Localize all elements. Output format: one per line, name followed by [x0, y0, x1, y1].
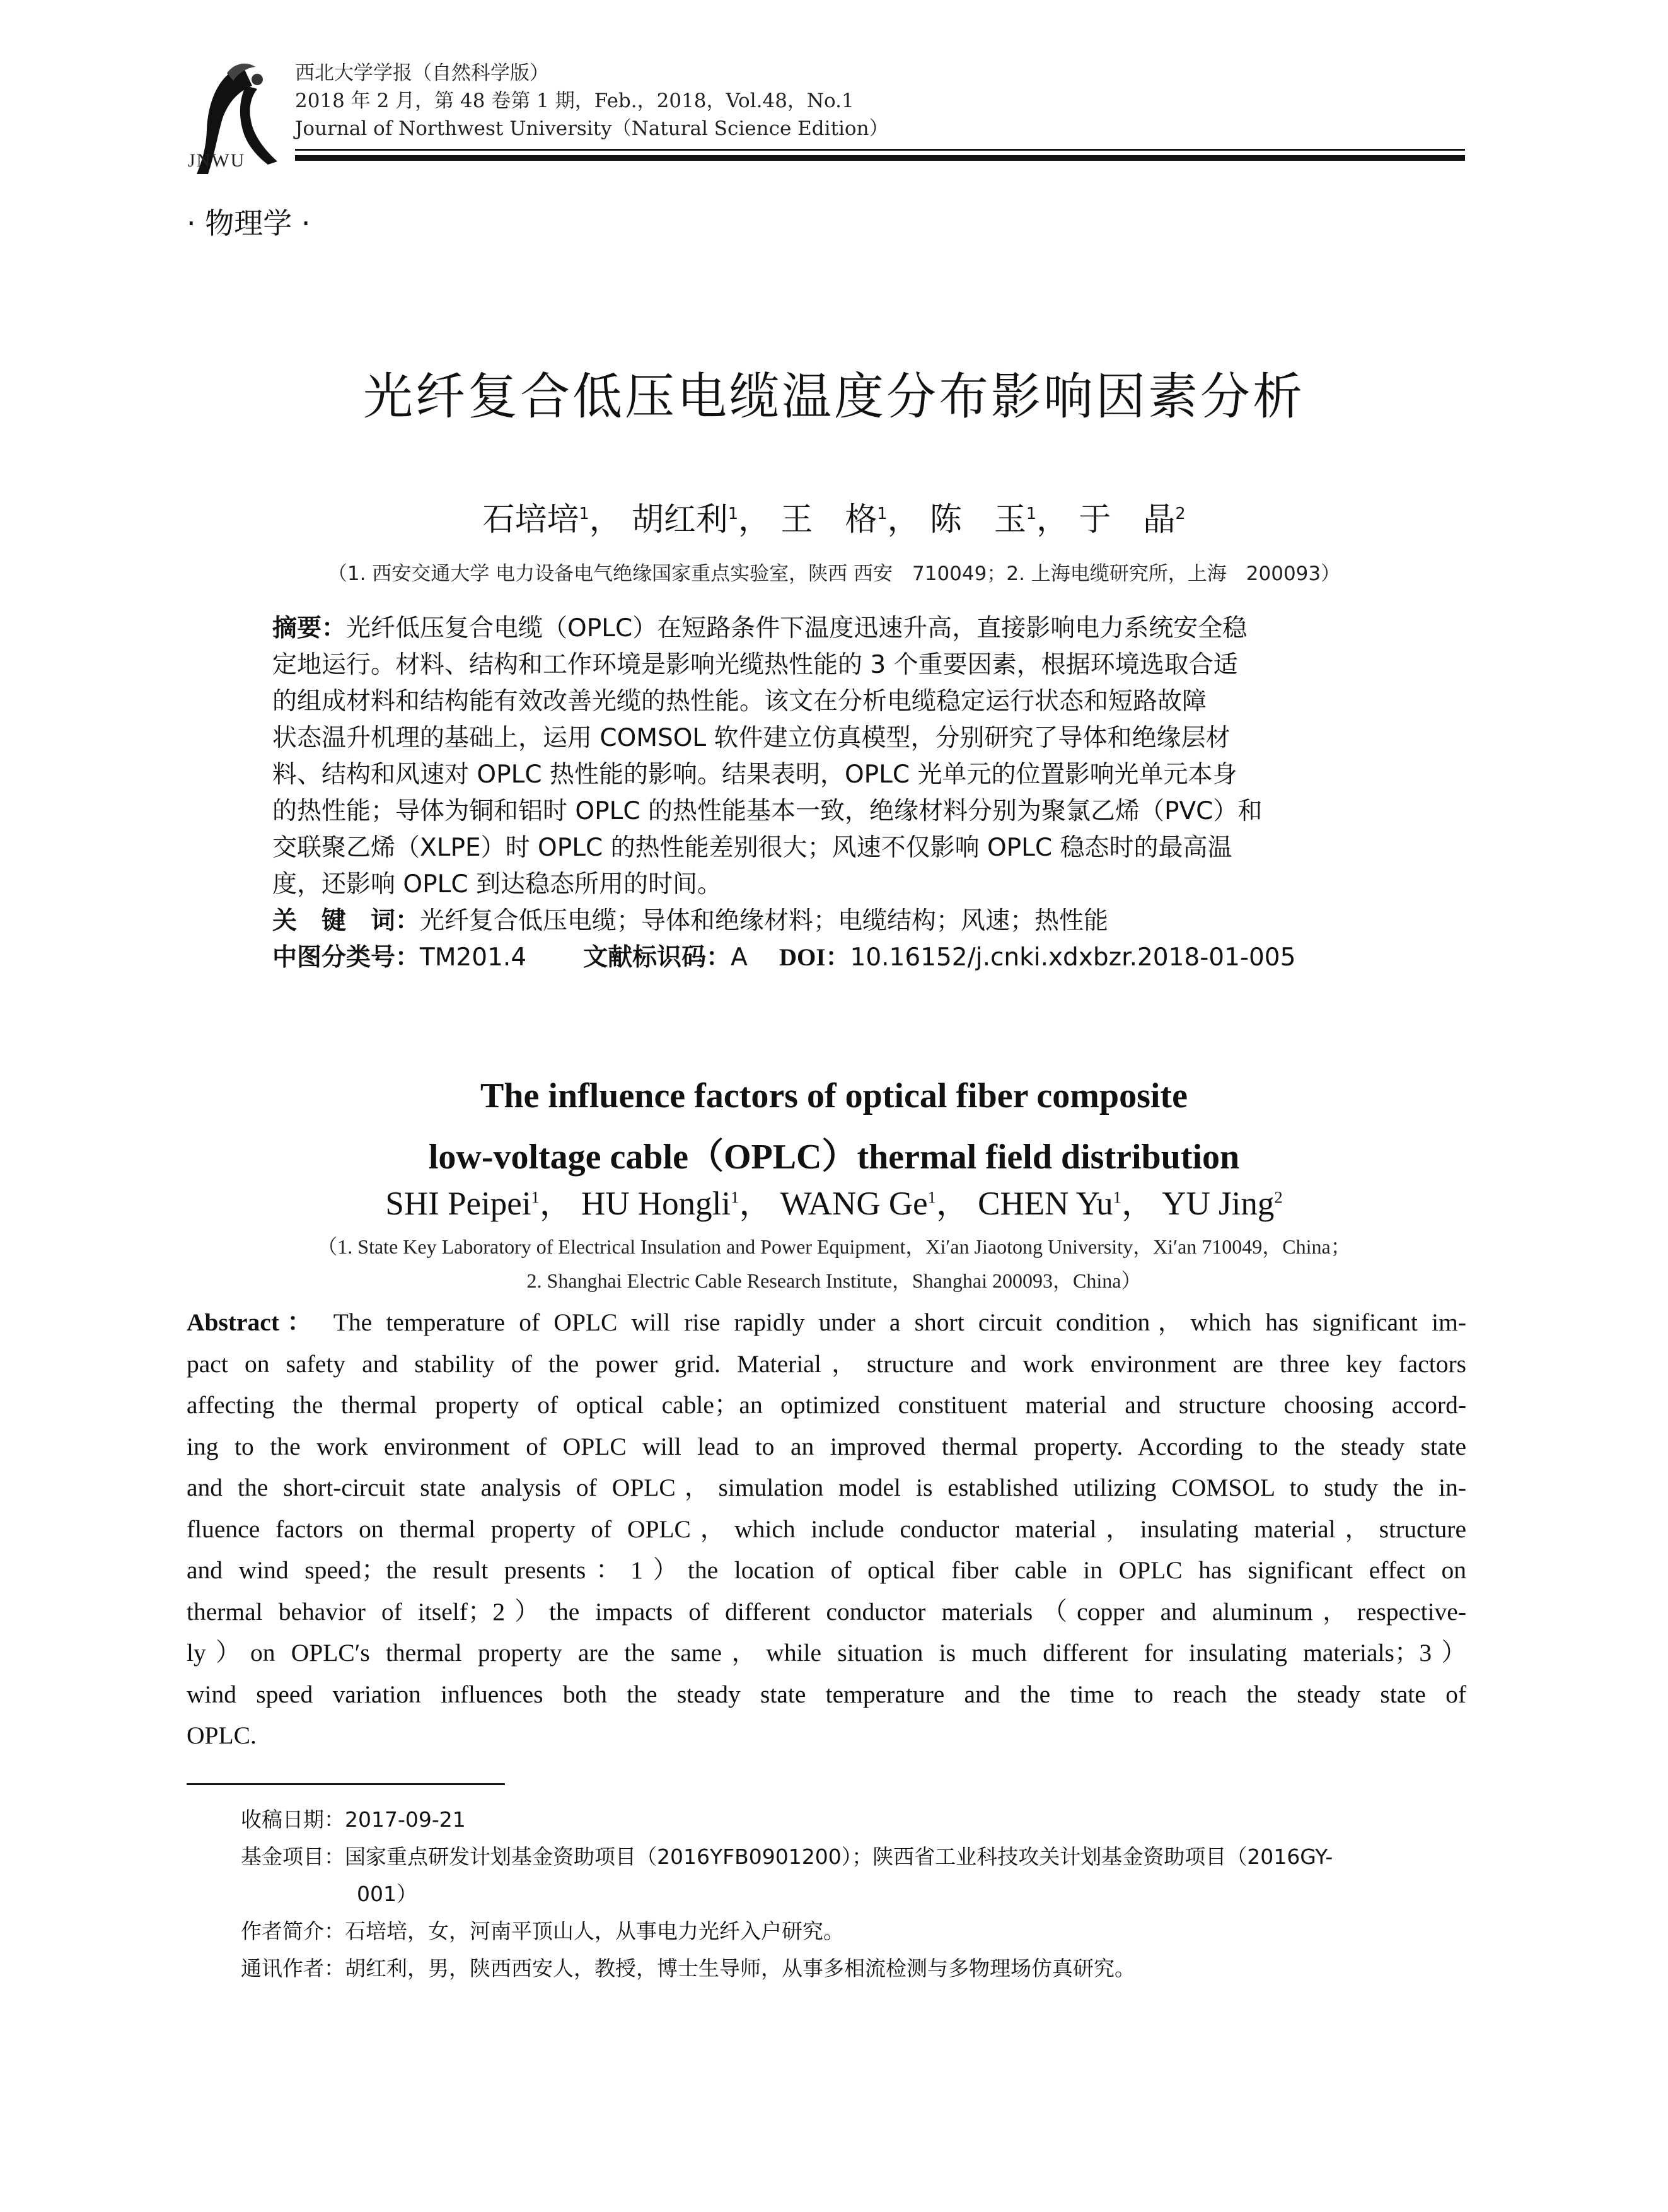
author-en: SHI Peipei$^1$	[385, 1185, 540, 1222]
abstract-en-line: ing to the work environment of OPLC will lead to an improved thermal property. According to the steady state	[187, 1432, 1466, 1460]
abstract-cn-line: 度，还影响 OPLC 到达稳态所用的时间。	[272, 870, 722, 899]
paper-title-en	[0, 1066, 1668, 1188]
abstract-en	[187, 1302, 1466, 1757]
abstract-en-line: Abstract： The temperature of OPLC will rise rapidly under a short circuit condition，which has significant im-	[187, 1308, 1466, 1336]
section-label: · 物理学 ·	[187, 206, 311, 240]
classification-line: 中图分类号：TM201.4 文献标识码：A DOI：10.16152/j.cnki.xdxbzr.2018-01-005	[272, 943, 1296, 972]
abstract-en-line: OPLC.	[187, 1721, 257, 1749]
author-cn: 胡红利$^1$	[631, 501, 739, 538]
header-rule-thick	[295, 155, 1465, 161]
affiliation-cn: （1. 西安交通大学 电力设备电气绝缘国家重点实验室，陕西 西安 710049；2. 上海电缆研究所，上海 200093）	[327, 562, 1341, 585]
footnote-rule	[187, 1783, 505, 1785]
author-cn: 王 格$^1$	[780, 501, 888, 538]
abstract-en-label: Abstract：	[187, 1308, 320, 1336]
received-date: 收稿日期：2017-09-21	[241, 1807, 466, 1832]
author-en: CHEN Yu$^1$	[978, 1185, 1121, 1222]
abstract-cn-line: 摘要：光纤低压复合电缆（OPLC）在短路条件下温度迅速升高，直接影响电力系统安全稳	[272, 614, 1248, 643]
author-en: HU Hongli$^1$	[581, 1185, 739, 1222]
author-cn: 石培培$^1$	[482, 501, 589, 538]
affiliation-en-line: （1. State Key Laboratory of Electrical Insulation and Power Equipment，Xi′an Jiaotong University，Xi′an 710049，China；	[317, 1235, 1351, 1258]
corresponding-author: 通讯作者：胡红利，男，陕西西安人，教授，博士生导师，从事多相流检测与多物理场仿真研究。	[241, 1956, 1135, 1981]
affiliation-en-line: 2. Shanghai Electric Cable Research Institute，Shanghai 200093，China）	[526, 1269, 1142, 1292]
author-en: WANG Ge$^1$	[780, 1185, 936, 1222]
journal-name-en: Journal of Northwest University（Natural Science Edition）	[295, 117, 889, 140]
abstract-en-line: thermal behavior of itself；2）the impacts of different conductor materials（copper and aluminum，respective-	[187, 1597, 1466, 1626]
issue-info: 2018 年 2 月，第 48 卷第 1 期，Feb.，2018，Vol.48，No.1	[295, 90, 854, 112]
footnotes	[241, 1801, 1470, 1987]
abstract-en-line: and wind speed；the result presents：1）the location of optical fiber cable in OPLC has significant effect on	[187, 1556, 1466, 1584]
affiliation-en	[0, 1230, 1668, 1298]
abstract-en-line: pact on safety and stability of the power grid. Material，structure and work environment are three key factors	[187, 1349, 1466, 1378]
journal-header	[295, 59, 889, 143]
clc-number: TM201.4	[420, 943, 527, 972]
keywords-cn-label: 关 键 词：	[272, 907, 420, 935]
doi: 10.16152/j.cnki.xdxbzr.2018-01-005	[850, 943, 1296, 972]
keywords-cn: 关 键 词：光纤复合低压电缆；导体和绝缘材料；电缆结构；风速；热性能	[272, 907, 1109, 935]
abstract-cn-line: 状态温升机理的基础上，运用 COMSOL 软件建立仿真模型，分别研究了导体和绝缘层材	[272, 724, 1231, 752]
logo-text: JNWU	[188, 150, 246, 171]
author-bio: 作者简介：石培培，女，河南平顶山人，从事电力光纤入户研究。	[241, 1919, 844, 1943]
abstract-cn-line: 的热性能；导体为铜和铝时 OPLC 的热性能基本一致，绝缘材料分别为聚氯乙烯（PVC）和	[272, 797, 1263, 825]
abstract-cn-line: 定地运行。材料、结构和工作环境是影响光缆热性能的 3 个重要因素，根据环境选取合适	[272, 651, 1238, 679]
abstract-cn-line: 料、结构和风速对 OPLC 热性能的影响。结果表明，OPLC 光单元的位置影响光单元本身	[272, 760, 1237, 789]
paper-title-en-line: The influence factors of optical fiber composite	[480, 1076, 1188, 1115]
paper-title-en-line: low-voltage cable（OPLC）thermal field distribution	[428, 1138, 1240, 1177]
author-cn: 陈 玉$^1$	[929, 501, 1037, 538]
paper-title-cn: 光纤复合低压电缆温度分布影响因素分析	[363, 368, 1305, 426]
abstract-en-line: fluence factors on thermal property of OPLC，which include conductor material，insulating material，structure	[187, 1515, 1466, 1543]
abstract-en-line: and the short-circuit state analysis of OPLC，simulation model is established utilizing COMSOL to study the in-	[187, 1474, 1466, 1501]
author-list-cn: 石培培$^1$， 胡红利$^1$， 王 格$^1$， 陈 玉$^1$， 于 晶$^2$	[482, 501, 1186, 538]
header-rule-thin	[295, 149, 1465, 151]
fund-info: 基金项目：国家重点研发计划基金资助项目（2016YFB0901200）；陕西省工业科技攻关计划基金资助项目（2016GY-	[241, 1844, 1333, 1869]
abstract-en-line: affecting the thermal property of optical cable；an optimized constituent material and structure choosing accord-	[187, 1391, 1466, 1419]
author-cn: 于 晶$^2$	[1079, 501, 1186, 538]
author-list-en: SHI Peipei$^1$， HU Hongli$^1$， WANG Ge$^1$， CHEN Yu$^1$， YU Jing$^2$	[385, 1185, 1283, 1222]
abstract-cn-line: 的组成材料和结构能有效改善光缆的热性能。该文在分析电缆稳定运行状态和短路故障	[272, 687, 1207, 716]
abstract-cn-line: 交联聚乙烯（XLPE）时 OPLC 的热性能差别很大；风速不仅影响 OPLC 稳态时的最高温	[272, 834, 1232, 862]
abstract-cn-label: 摘要：	[272, 614, 347, 643]
document-code: A	[731, 943, 748, 972]
journal-name-cn: 西北大学学报（自然科学版）	[295, 62, 549, 84]
abstract-en-line: wind speed variation influences both the steady state temperature and the time to reach the steady state of	[187, 1680, 1466, 1708]
fund-info-cont: 001）	[357, 1882, 417, 1906]
author-en: YU Jing$^2$	[1162, 1185, 1283, 1222]
abstract-en-line: ly）on OPLC′s thermal property are the same，while situation is much different for insulating materials；3）	[187, 1639, 1466, 1667]
abstract-cn	[272, 610, 1394, 976]
